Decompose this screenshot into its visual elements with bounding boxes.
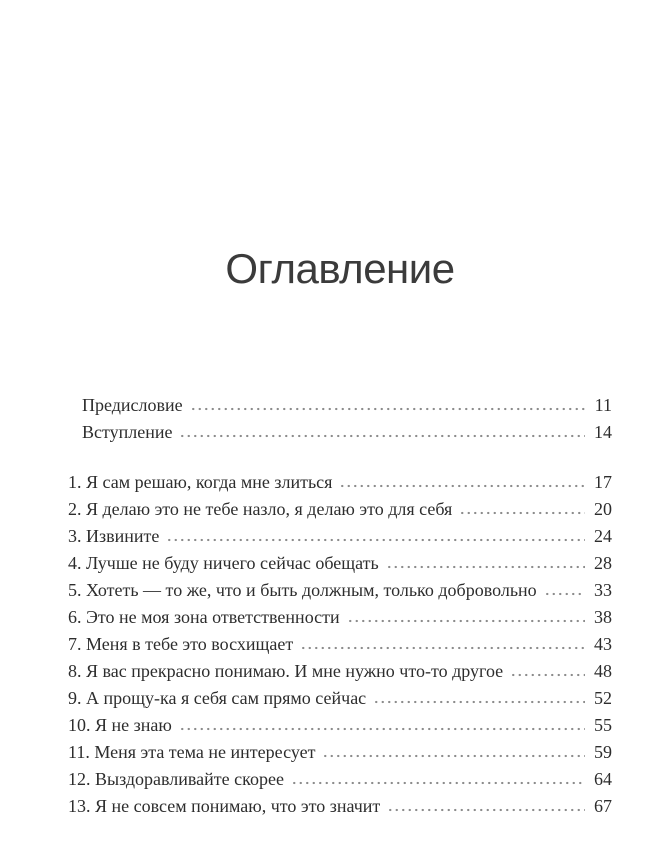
toc-entry-label: Предисловие <box>82 395 183 416</box>
table-of-contents <box>68 392 612 820</box>
dot-leader <box>510 673 585 677</box>
toc-entry <box>68 793 612 820</box>
page-title: Оглавление <box>225 245 455 292</box>
dot-leader <box>459 511 585 515</box>
toc-entry <box>68 766 612 793</box>
dot-leader <box>339 484 585 488</box>
toc-entry-label: 6. Это не моя зона ответственности <box>68 607 340 628</box>
toc-entry <box>68 469 612 496</box>
toc-entry-page: 33 <box>594 580 612 601</box>
toc-entry <box>68 604 612 631</box>
toc-entry-page: 20 <box>594 499 612 520</box>
dot-leader <box>291 781 585 785</box>
dot-leader <box>179 727 585 731</box>
dot-leader <box>387 808 585 812</box>
toc-entry-label: 3. Извините <box>68 526 160 547</box>
dot-leader <box>190 407 585 411</box>
toc-entry-page: 38 <box>594 607 612 628</box>
toc-entry <box>68 523 612 550</box>
dot-leader <box>386 565 585 569</box>
dot-leader <box>166 538 585 542</box>
toc-entry-page: 48 <box>594 661 612 682</box>
toc-entry-label: 12. Выздоравливайте скорее <box>68 769 284 790</box>
toc-entry <box>68 392 612 419</box>
dot-leader <box>544 592 585 596</box>
toc-entry <box>68 496 612 523</box>
toc-entry-page: 52 <box>594 688 612 709</box>
toc-entry-label: 5. Хотеть — то же, что и быть должным, только добровольно <box>68 580 537 601</box>
toc-entry-label: 1. Я сам решаю, когда мне злиться <box>68 472 333 493</box>
toc-entry-label: 10. Я не знаю <box>68 715 172 736</box>
toc-entry-page: 43 <box>594 634 612 655</box>
dot-leader <box>373 700 585 704</box>
dot-leader <box>347 619 585 623</box>
dot-leader <box>179 434 585 438</box>
toc-chapters-group <box>68 469 612 820</box>
toc-entry <box>68 685 612 712</box>
toc-entry-label: 7. Меня в тебе это восхищает <box>68 634 294 655</box>
toc-intro-group <box>68 392 612 446</box>
toc-entry-label: 8. Я вас прекрасно понимаю. И мне нужно что-то другое <box>68 661 504 682</box>
toc-entry-page: 11 <box>594 395 612 416</box>
toc-entry-page: 24 <box>594 526 612 547</box>
toc-entry <box>68 712 612 739</box>
toc-entry-label: 9. А прощу-ка я себя сам прямо сейчас <box>68 688 367 709</box>
toc-entry-page: 67 <box>594 796 612 817</box>
toc-entry-page: 59 <box>594 742 612 763</box>
toc-entry <box>68 577 612 604</box>
toc-entry-label: 4. Лучше не буду ничего сейчас обещать <box>68 553 379 574</box>
toc-entry <box>68 631 612 658</box>
toc-entry-label: 13. Я не совсем понимаю, что это значит <box>68 796 381 817</box>
toc-entry-page: 28 <box>594 553 612 574</box>
toc-entry <box>68 550 612 577</box>
toc-entry <box>68 419 612 446</box>
toc-entry-page: 55 <box>594 715 612 736</box>
toc-entry <box>68 739 612 766</box>
toc-entry-label: Вступление <box>82 422 173 443</box>
toc-entry-page: 64 <box>594 769 612 790</box>
dot-leader <box>300 646 585 650</box>
toc-entry <box>68 658 612 685</box>
toc-entry-label: 11. Меня эта тема не интересует <box>68 742 316 763</box>
dot-leader <box>322 754 585 758</box>
toc-entry-label: 2. Я делаю это не тебе назло, я делаю это для себя <box>68 499 453 520</box>
toc-entry-page: 17 <box>594 472 612 493</box>
toc-entry-page: 14 <box>594 422 612 443</box>
